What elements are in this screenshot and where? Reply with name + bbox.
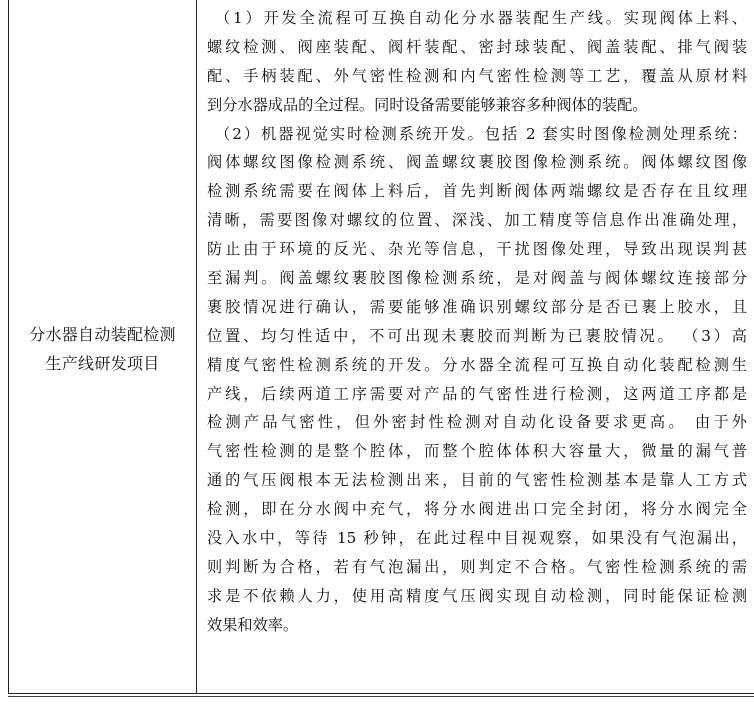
content-line: 检测系统需要在阀体上料后，首先判断阀体两端螺纹是否存在且纹理 [207, 182, 747, 201]
content-line: 检测，即在分水阀中充气，将分水阀进出口完全封闭，将分水阀完全 [207, 500, 747, 519]
content-line: 没入水中，等待 15 秒钟，在此过程中目视观察，如果没有气泡漏出， [207, 529, 747, 548]
content-line: 求是不依赖人力，使用高精度气压阀实现自动检测，同时能保证检测 [207, 586, 747, 605]
content-line: （2）机器视觉实时检测系统开发。包括 2 套实时图像检测处理系统： [215, 124, 747, 143]
table-bottom-border-double [8, 696, 754, 697]
content-line: 检测产品气密性，但外密封性检测对自动化设备要求更高。 由于外 [207, 413, 747, 432]
content-line: 位置、均匀性适中，不可出现未裹胶而判断为已裹胶情况。 （3）高 [207, 326, 747, 345]
table-column-divider [196, 0, 197, 694]
content-line: 产线，后续两道工序需要对产品的气密性进行检测，这两道工序都是 [207, 384, 747, 403]
content-line: 裹胶情况进行确认，需要能够准确识别螺纹部分是否已裹上胶水，且 [207, 297, 747, 316]
content-line: 阀体螺纹图像检测系统、阀盖螺纹裹胶图像检测系统。阀体螺纹图像 [207, 153, 747, 172]
content-line: 气密性检测的是整个腔体，而整个腔体体积大容量大，微量的漏气普 [207, 442, 747, 461]
content-line: 精度气密性检测系统的开发。分水器全流程可互换自动化装配检测生 [207, 355, 747, 374]
project-content-cell [207, 4, 747, 640]
table-bottom-border [8, 693, 754, 694]
content-line: 效果和效率。 [207, 615, 299, 634]
content-line: 清晰，需要图像对螺纹的位置、深浅、加工精度等信息作出准确处理， [207, 211, 747, 230]
content-line: 防止由于环境的反光、杂光等信息，干扰图像处理，导致出现误判甚 [207, 240, 747, 259]
content-line: 到分水器成品的全过程。同时设备需要能够兼容多种阀体的装配。 [207, 95, 648, 114]
content-line: 配、手柄装配、外气密性检测和内气密性检测等工艺，覆盖从原材料 [207, 66, 747, 85]
project-name-line: 生产线研发项目 [45, 354, 160, 373]
project-name-cell [9, 320, 196, 378]
project-name-line: 分水器自动装配检测 [29, 325, 176, 344]
content-line: 通的气压阀根本无法检测出来，目前的气密性检测基本是靠人工方式 [207, 471, 747, 490]
content-line: 则判断为合格，若有气泡漏出，则判定不合格。气密性检测系统的需 [207, 557, 747, 576]
content-line: 至漏判。阀盖螺纹裹胶图像检测系统，是对阀盖与阀体螺纹连接部分 [207, 269, 747, 288]
content-line: （1）开发全流程可互换自动化分水器装配生产线。实现阀体上料、 [215, 9, 747, 27]
content-line: 螺纹检测、阀座装配、阀杆装配、密封球装配、阀盖装配、排气阀装 [207, 37, 747, 56]
